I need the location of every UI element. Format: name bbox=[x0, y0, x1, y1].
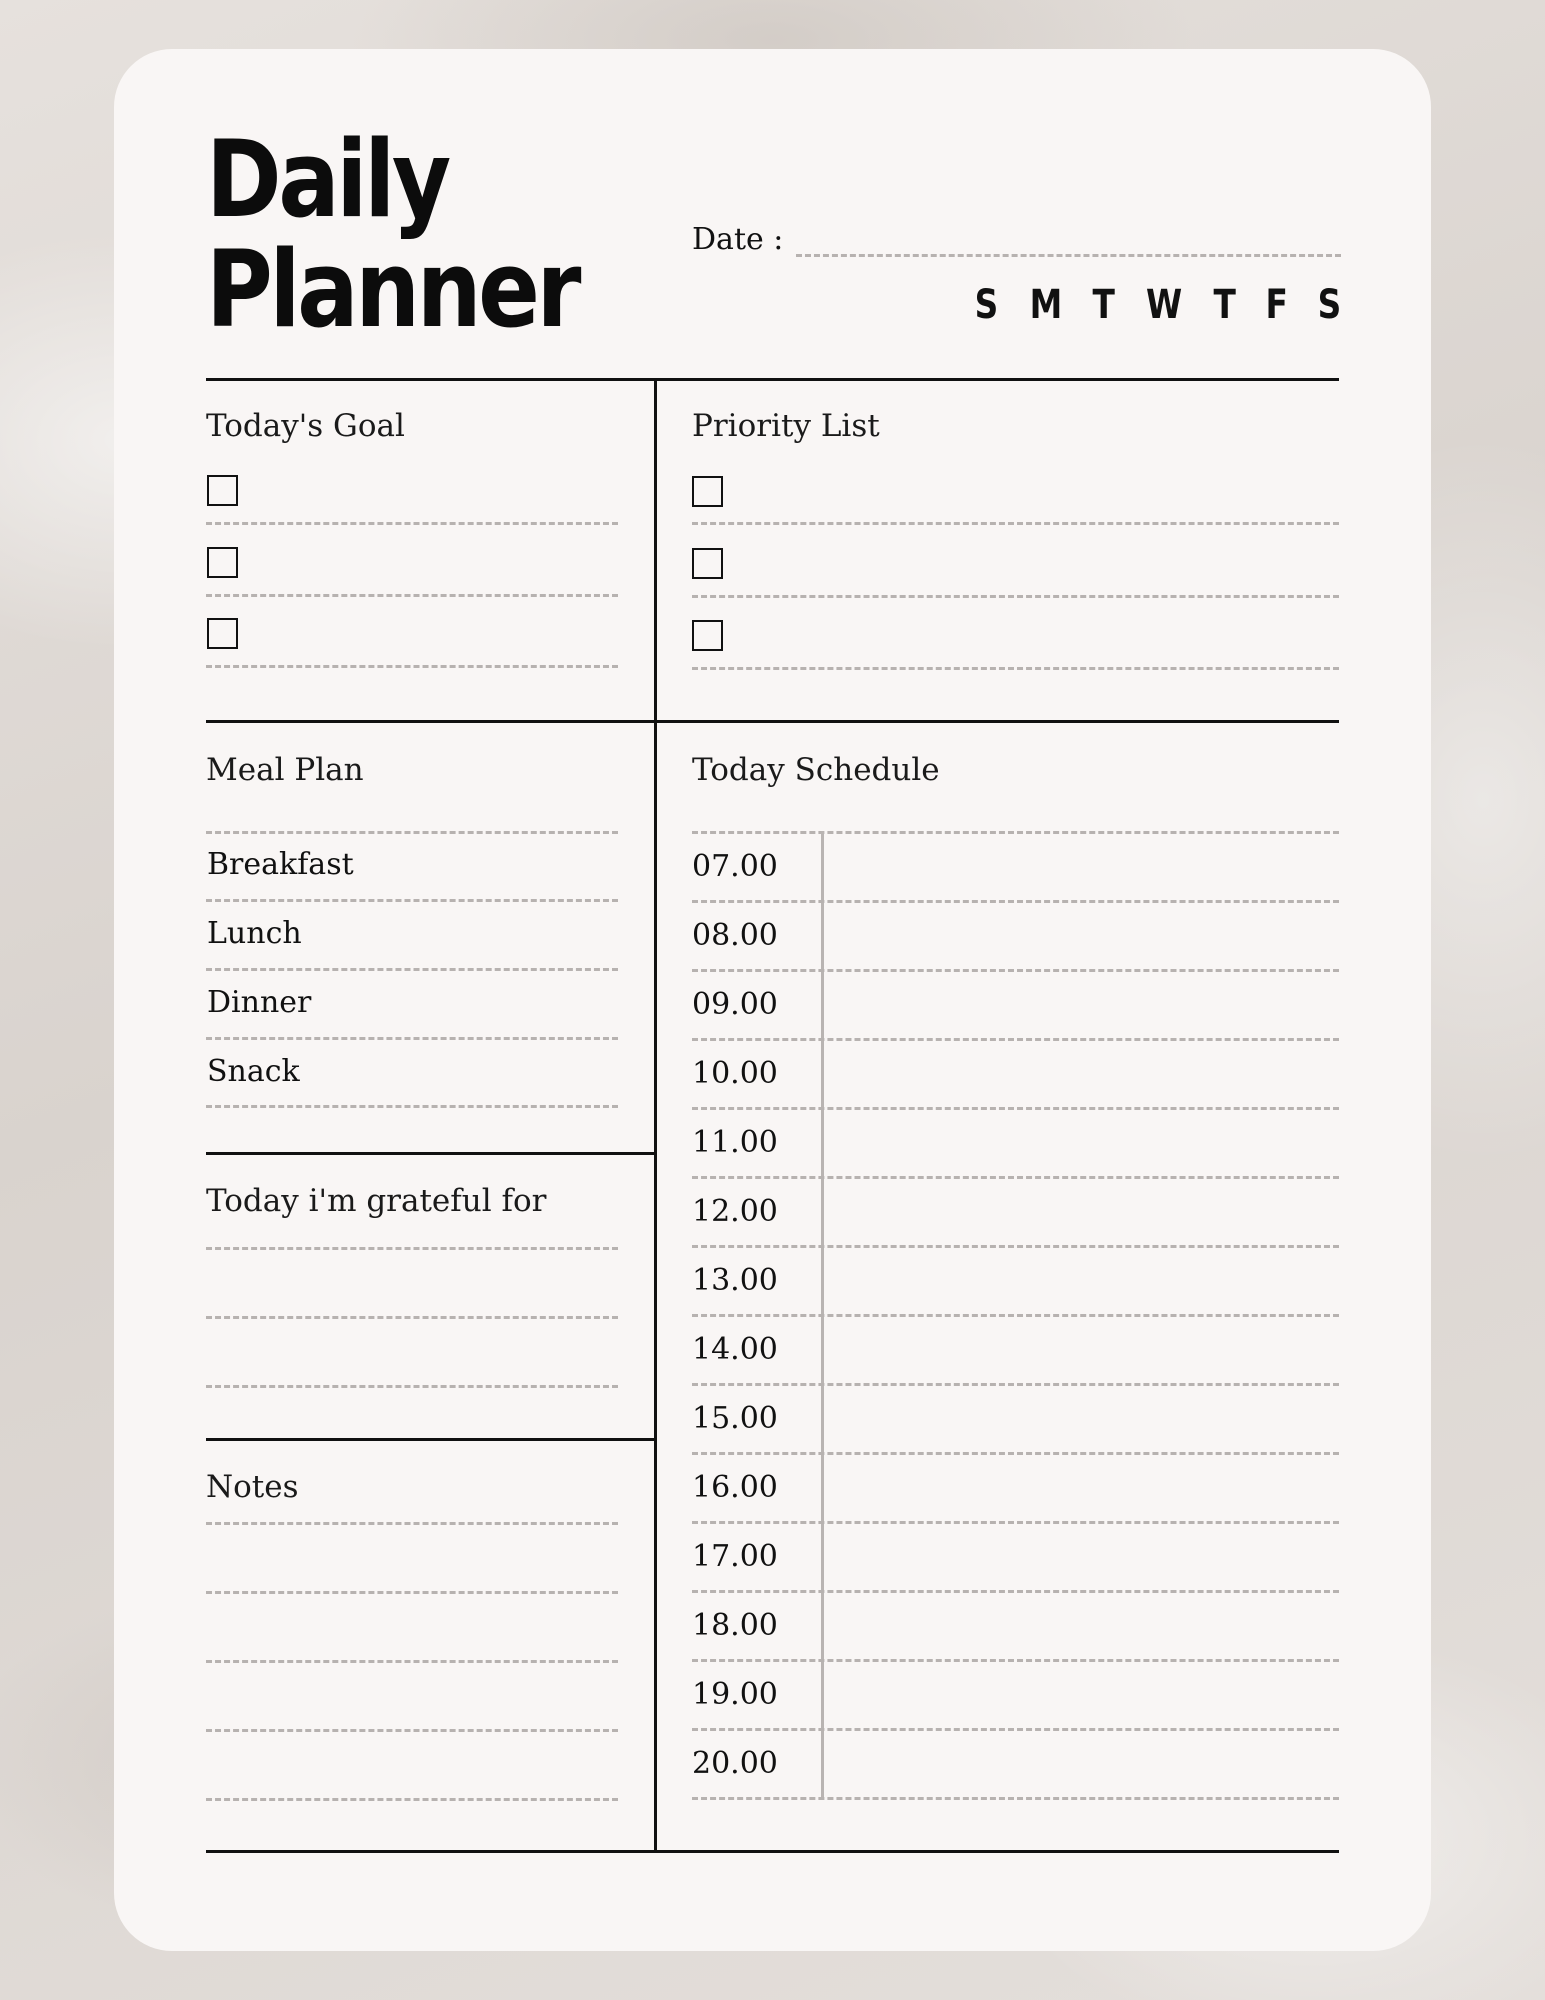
schedule-slot-line[interactable] bbox=[692, 900, 1339, 903]
notes-line-2[interactable] bbox=[206, 1591, 618, 1594]
schedule-slot-line[interactable] bbox=[692, 1383, 1339, 1386]
date-label: Date : bbox=[692, 222, 784, 257]
schedule-line-top bbox=[692, 831, 1339, 834]
schedule-slot-line[interactable] bbox=[692, 1797, 1339, 1800]
schedule-title: Today Schedule bbox=[692, 752, 940, 788]
notes-line-3[interactable] bbox=[206, 1660, 618, 1663]
schedule-slot-line[interactable] bbox=[692, 1176, 1339, 1179]
schedule-time-label: 07.00 bbox=[692, 849, 778, 884]
grateful-line-2[interactable] bbox=[206, 1316, 618, 1319]
schedule-time-label: 13.00 bbox=[692, 1263, 778, 1298]
title-line-2: Planner bbox=[206, 228, 579, 351]
schedule-slot-line[interactable] bbox=[692, 1452, 1339, 1455]
middle-divider bbox=[206, 720, 1339, 723]
date-field-line[interactable] bbox=[796, 254, 1341, 257]
weekday-thursday[interactable]: T bbox=[1213, 282, 1236, 328]
schedule-slot-line[interactable] bbox=[692, 1521, 1339, 1524]
priority-title: Priority List bbox=[692, 408, 880, 444]
grateful-notes-divider bbox=[206, 1438, 654, 1441]
meal-lunch-label: Lunch bbox=[207, 916, 302, 951]
weekday-selector bbox=[972, 282, 1344, 328]
schedule-time-label: 11.00 bbox=[692, 1125, 778, 1160]
schedule-time-label: 10.00 bbox=[692, 1056, 778, 1091]
priority-line-3[interactable] bbox=[692, 667, 1339, 670]
meal-grateful-divider bbox=[206, 1152, 654, 1155]
schedule-time-label: 09.00 bbox=[692, 987, 778, 1022]
weekday-friday[interactable]: F bbox=[1265, 282, 1288, 328]
schedule-slot-line[interactable] bbox=[692, 1038, 1339, 1041]
schedule-time-label: 17.00 bbox=[692, 1539, 778, 1574]
schedule-slot-line[interactable] bbox=[692, 1245, 1339, 1248]
schedule-slot-line[interactable] bbox=[692, 969, 1339, 972]
meal-lunch-line[interactable] bbox=[206, 968, 618, 971]
meal-dinner-line[interactable] bbox=[206, 1037, 618, 1040]
goal-checkbox-2[interactable] bbox=[207, 547, 238, 578]
title-line-1: Daily bbox=[206, 118, 448, 241]
schedule-slot-line[interactable] bbox=[692, 1107, 1339, 1110]
schedule-time-label: 08.00 bbox=[692, 918, 778, 953]
schedule-time-label: 19.00 bbox=[692, 1677, 778, 1712]
priority-checkbox-1[interactable] bbox=[692, 476, 723, 507]
notes-line-5[interactable] bbox=[206, 1798, 618, 1801]
meal-snack-label: Snack bbox=[207, 1054, 300, 1089]
schedule-slot-line[interactable] bbox=[692, 1590, 1339, 1593]
goal-line-2[interactable] bbox=[206, 594, 618, 597]
schedule-time-label: 14.00 bbox=[692, 1332, 778, 1367]
schedule-time-label: 18.00 bbox=[692, 1608, 778, 1643]
grateful-line-3[interactable] bbox=[206, 1385, 618, 1388]
meal-breakfast-line[interactable] bbox=[206, 899, 618, 902]
notes-title: Notes bbox=[206, 1469, 299, 1505]
weekday-tuesday[interactable]: T bbox=[1092, 282, 1115, 328]
schedule-time-label: 20.00 bbox=[692, 1746, 778, 1781]
priority-line-1[interactable] bbox=[692, 522, 1339, 525]
planner-page bbox=[114, 49, 1431, 1951]
grateful-title: Today i'm grateful for bbox=[206, 1183, 547, 1219]
weekday-saturday[interactable]: S bbox=[1317, 282, 1342, 328]
priority-checkbox-2[interactable] bbox=[692, 548, 723, 579]
schedule-time-label: 15.00 bbox=[692, 1401, 778, 1436]
goal-checkbox-3[interactable] bbox=[207, 618, 238, 649]
schedule-time-label: 12.00 bbox=[692, 1194, 778, 1229]
bottom-divider bbox=[206, 1850, 1339, 1853]
notes-line-1[interactable] bbox=[206, 1522, 618, 1525]
center-divider bbox=[654, 378, 657, 1852]
meal-line-0 bbox=[206, 831, 618, 834]
weekday-sunday[interactable]: S bbox=[974, 282, 999, 328]
schedule-slot-line[interactable] bbox=[692, 1314, 1339, 1317]
goal-checkbox-1[interactable] bbox=[207, 475, 238, 506]
grateful-line-1[interactable] bbox=[206, 1247, 618, 1250]
priority-line-2[interactable] bbox=[692, 595, 1339, 598]
top-divider bbox=[206, 378, 1339, 381]
schedule-slot-line[interactable] bbox=[692, 1728, 1339, 1731]
goals-title: Today's Goal bbox=[206, 408, 405, 444]
schedule-time-label: 16.00 bbox=[692, 1470, 778, 1505]
notes-line-4[interactable] bbox=[206, 1729, 618, 1732]
weekday-monday[interactable]: M bbox=[1029, 282, 1062, 328]
meal-breakfast-label: Breakfast bbox=[207, 847, 354, 882]
meal-plan-title: Meal Plan bbox=[206, 752, 364, 788]
priority-checkbox-3[interactable] bbox=[692, 620, 723, 651]
goal-line-3[interactable] bbox=[206, 665, 618, 668]
goal-line-1[interactable] bbox=[206, 522, 618, 525]
weekday-wednesday[interactable]: W bbox=[1146, 282, 1183, 328]
meal-snack-line[interactable] bbox=[206, 1105, 618, 1108]
schedule-slot-line[interactable] bbox=[692, 1659, 1339, 1662]
meal-dinner-label: Dinner bbox=[207, 985, 312, 1020]
